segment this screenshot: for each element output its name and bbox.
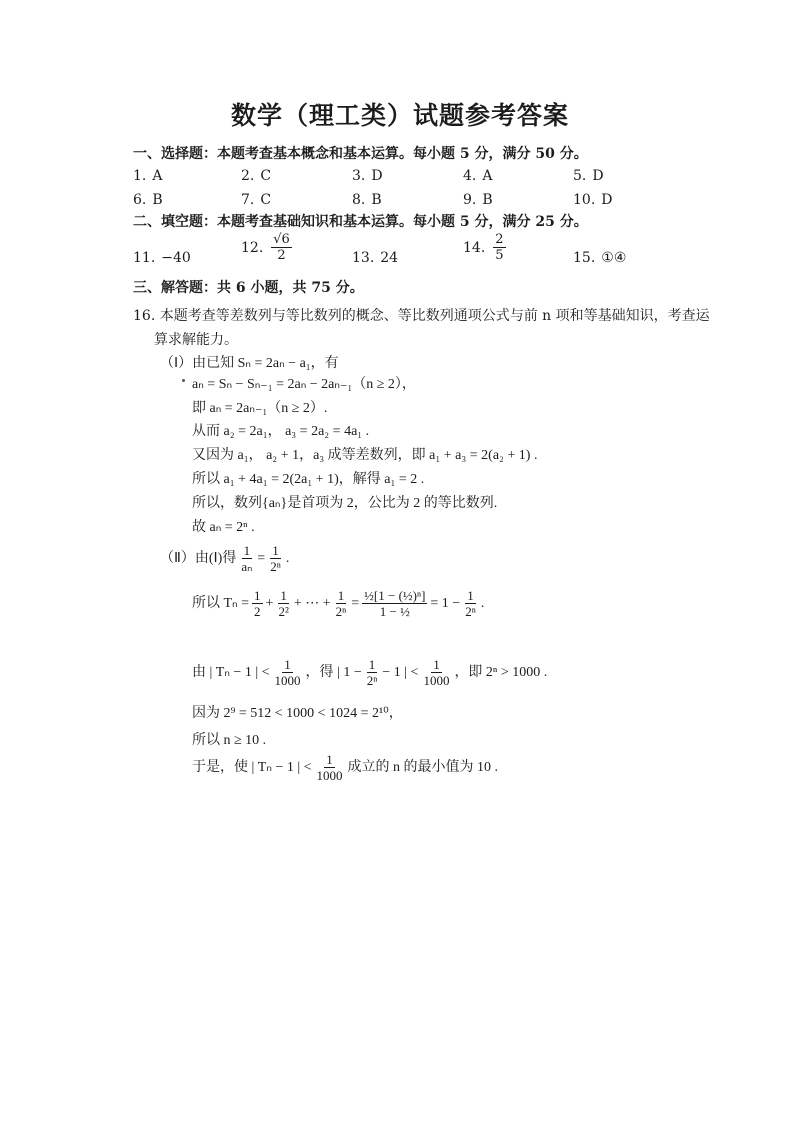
fill-answer-14: 14. $\frac{2}{5}$ [463, 232, 504, 263]
fill-answer-13: 13. 24 [352, 250, 399, 266]
choice-answer: 3. D [352, 168, 383, 184]
choice-answer: 5. D [573, 168, 604, 184]
scan-speck [182, 379, 185, 382]
choice-answer: 2. C [241, 168, 272, 184]
q16-intro-line2: 算求解能力。 [154, 332, 238, 348]
section-2-header: 二、填空题：本题考查基础知识和基本运算。每小题 5 分，满分 25 分。 [133, 214, 588, 230]
part2-line2: 所以 Tₙ = $\frac{1}{2}$ + $\frac{1}{\text{2²}}$ + ⋯ + $\frac{1}{\text{2ⁿ}}$ = $\frac{\text{½[1 − (½)ⁿ]}}{\text{1 − ½}}$ = 1 − $\frac{1}{\text{2ⁿ}}$ . [192, 588, 485, 619]
choice-answer: 1. A [133, 168, 163, 184]
choice-answer: 4. A [463, 168, 493, 184]
choice-answer: 7. C [241, 192, 272, 208]
part1-line6: 所以 a₁ + 4a₁ = 2(2a₁ + 1)，解得 a₁ = 2 . [192, 472, 425, 487]
part1-line4: 从而 a₂ = 2a₁， a₃ = 2a₂ = 4a₁ . [192, 424, 370, 439]
fill-answer-11: 11. −40 [133, 250, 191, 266]
page-title: 数学（理工类）试题参考答案 [230, 101, 569, 130]
choice-answer: 8. B [352, 192, 382, 208]
choice-answer: 6. B [133, 192, 163, 208]
fill-answer-15: 15. ①④ [573, 250, 627, 266]
part2-line1: （Ⅱ）由(Ⅰ)得 $\frac{1}{\text{aₙ}}$ = $\frac{1}{\text{2ⁿ}}$ . [160, 543, 290, 574]
part2-line4: 因为 2⁹ = 512 < 1000 < 1024 = 2¹⁰， [192, 706, 403, 721]
part1-line3: 即 aₙ = 2aₙ₋₁（n ≥ 2）. [192, 401, 328, 416]
choice-answer: 9. B [463, 192, 493, 208]
part1-line5: 又因为 a₁， a₂ + 1，a₃ 成等差数列，即 a₁ + a₃ = 2(a₂ + 1) . [192, 448, 538, 463]
part2-line6: 于是，使 | Tₙ − 1 | < $\frac{1}{1000}$ 成立的 n 的最小值为 10 . [192, 752, 499, 783]
part1-line7: 所以，数列{aₙ}是首项为 2，公比为 2 的等比数列. [192, 496, 498, 511]
section-3-header: 三、解答题：共 6 小题，共 75 分。 [133, 280, 364, 296]
q16-intro-line1: 16. 本题考查等差数列与等比数列的概念、等比数列通项公式与前 n 项和等基础知识，考查运 [133, 308, 710, 324]
part2-line5: 所以 n ≥ 10 . [192, 733, 267, 748]
part1-line8: 故 aₙ = 2ⁿ . [192, 520, 255, 535]
fill-answer-12: 12. $\frac{√6}{2}$ [241, 232, 290, 263]
part1-line2: aₙ = Sₙ − Sₙ₋₁ = 2aₙ − 2aₙ₋₁（n ≥ 2）， [192, 377, 416, 392]
choice-answer: 10. D [573, 192, 613, 208]
part2-line3: 由 | Tₙ − 1 | < $\frac{1}{1000}$ ，得 | 1 − $\frac{1}{\text{2ⁿ}}$ − 1 | < $\frac{1}{1000}$ ，即 2ⁿ > 1000 . [192, 657, 548, 688]
part1-line1: （Ⅰ）由已知 Sₙ = 2aₙ − a₁，有 [160, 356, 339, 371]
section-1-header: 一、选择题：本题考查基本概念和基本运算。每小题 5 分，满分 50 分。 [133, 146, 588, 162]
